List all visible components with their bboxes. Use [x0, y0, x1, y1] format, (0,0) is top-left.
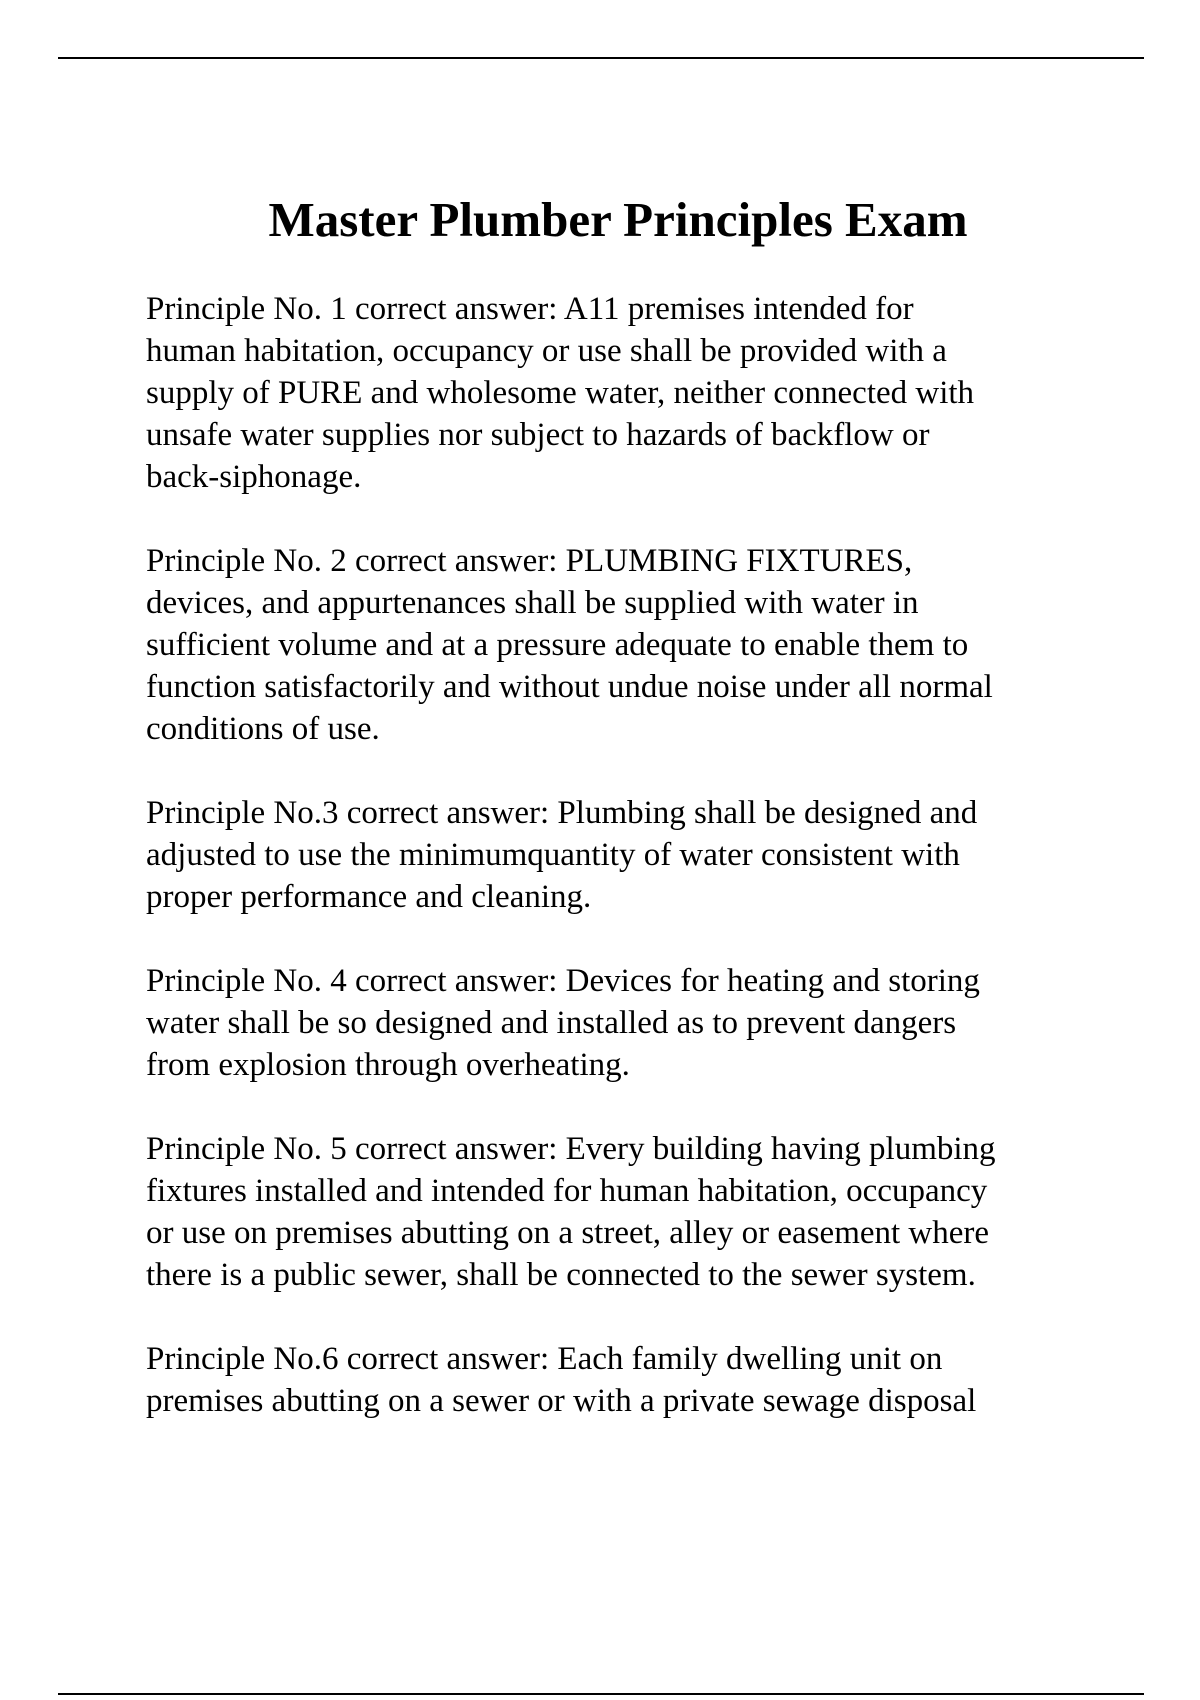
principle-6 [146, 1338, 1106, 1422]
principle-line: proper performance and cleaning. [146, 879, 592, 915]
principle-line: function satisfactorily and without undue noise under all normal [146, 669, 993, 705]
principles-body [146, 288, 1106, 1464]
principle-line: there is a public sewer, shall be connected to the sewer system. [146, 1257, 976, 1293]
principle-line: Principle No. 5 correct answer: Every building having plumbing [146, 1131, 996, 1167]
principle-5 [146, 1128, 1106, 1296]
principle-1 [146, 288, 1106, 498]
principle-line: Principle No.6 correct answer: Each family dwelling unit on [146, 1341, 943, 1377]
bottom-rule [58, 1693, 1144, 1695]
principle-line: Principle No. 2 correct answer: PLUMBING FIXTURES, [146, 543, 913, 579]
principle-line: Principle No. 1 correct answer: A11 premises intended for [146, 291, 914, 327]
principle-line: water shall be so designed and installed as to prevent dangers [146, 1005, 957, 1041]
principle-line: sufficient volume and at a pressure adequate to enable them to [146, 627, 969, 663]
principle-2 [146, 540, 1106, 750]
principle-line: back-siphonage. [146, 459, 362, 495]
principle-line: supply of PURE and wholesome water, neither connected with [146, 375, 975, 411]
principle-line: or use on premises abutting on a street, alley or easement where [146, 1215, 990, 1251]
principle-line: conditions of use. [146, 711, 380, 747]
principle-line: adjusted to use the minimumquantity of water consistent with [146, 837, 960, 873]
principle-line: Principle No. 4 correct answer: Devices for heating and storing [146, 963, 980, 999]
page-title: Master Plumber Principles Exam [268, 192, 968, 247]
principle-line: devices, and appurtenances shall be supplied with water in [146, 585, 919, 621]
principle-line: human habitation, occupancy or use shall be provided with a [146, 333, 947, 369]
top-rule [58, 57, 1144, 59]
principle-line: unsafe water supplies nor subject to hazards of backflow or [146, 417, 930, 453]
principle-line: fixtures installed and intended for human habitation, occupancy [146, 1173, 988, 1209]
principle-line: Principle No.3 correct answer: Plumbing shall be designed and [146, 795, 978, 831]
principle-line: premises abutting on a sewer or with a private sewage disposal [146, 1383, 977, 1419]
principle-3 [146, 792, 1106, 918]
principle-line: from explosion through overheating. [146, 1047, 630, 1083]
principle-4 [146, 960, 1106, 1086]
